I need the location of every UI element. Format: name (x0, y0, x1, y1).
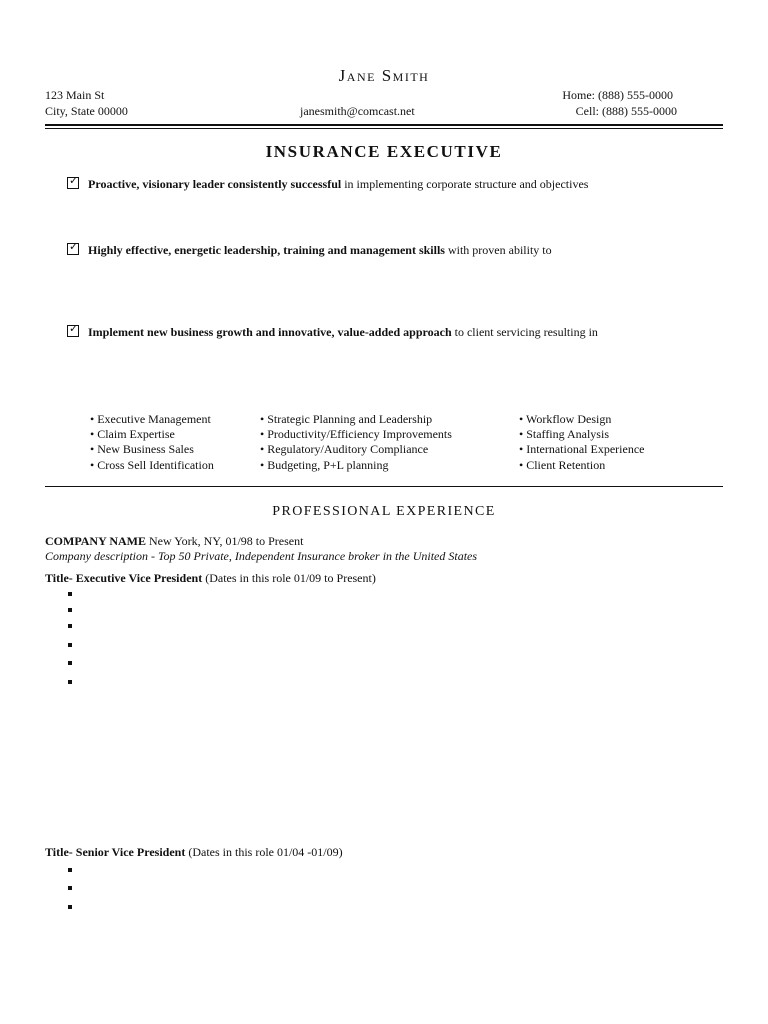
role-title-line (45, 845, 343, 860)
bullet-icon (68, 592, 72, 596)
summary-bold: Proactive, visionary leader consistently successful (88, 177, 342, 191)
role-dates: (Dates in this role 01/04 -01/09) (185, 845, 343, 859)
bullet-icon (68, 680, 72, 684)
bullet-icon (68, 905, 72, 909)
skill-item: • International Experience (519, 442, 645, 456)
skill-item: • New Business Sales (90, 442, 194, 456)
skill-item: • Budgeting, P+L planning (260, 458, 389, 472)
skill-item: • Strategic Planning and Leadership (260, 412, 433, 426)
bullet-icon (68, 886, 72, 890)
skill-item: • Productivity/Efficiency Improvements (260, 427, 452, 441)
home-phone: Home: (888) 555-0000 (562, 88, 673, 102)
bullet-icon (68, 624, 72, 628)
company-name: COMPANY NAME (45, 534, 146, 548)
address-line1: 123 Main St (45, 88, 105, 102)
role-title-line (45, 571, 376, 586)
skill-item: • Cross Sell Identification (90, 458, 214, 472)
header-divider-thick (45, 124, 723, 126)
summary-text: with proven ability to (444, 243, 552, 257)
summary-item (67, 177, 588, 192)
skill-item: • Client Retention (519, 458, 606, 472)
email: janesmith@comcast.net (300, 104, 415, 118)
section-divider (45, 486, 723, 487)
skill-item: • Workflow Design (519, 412, 612, 426)
objective-title: INSURANCE EXECUTIVE (265, 142, 503, 161)
experience-title: PROFESSIONAL EXPERIENCE (272, 504, 496, 519)
summary-bold: Highly effective, energetic leadership, training and management skills (88, 243, 445, 257)
cell-phone: Cell: (888) 555-0000 (575, 104, 677, 118)
summary-text: in implementing corporate structure and objectives (341, 177, 589, 191)
summary-bold: Implement new business growth and innovative, value-added approach (88, 325, 452, 339)
skill-item: • Claim Expertise (90, 427, 175, 441)
bullet-icon (68, 643, 72, 647)
role-dates: (Dates in this role 01/09 to Present) (202, 571, 376, 585)
bullet-icon (68, 868, 72, 872)
skill-item: • Regulatory/Auditory Compliance (260, 442, 429, 456)
summary-item (67, 325, 598, 340)
bullet-icon (68, 661, 72, 665)
checkbox-icon (67, 243, 79, 255)
address-line2: City, State 00000 (45, 104, 128, 118)
company-line (45, 534, 303, 549)
bullet-icon (68, 608, 72, 612)
role-title: Title- Senior Vice President (45, 845, 186, 859)
skill-item: • Staffing Analysis (519, 427, 609, 441)
summary-item (67, 243, 552, 258)
checkbox-icon (67, 325, 79, 337)
checkbox-icon (67, 177, 79, 189)
candidate-name: Jane Smith (338, 66, 430, 85)
role-title: Title- Executive Vice President (45, 571, 203, 585)
summary-text: to client servicing resulting in (451, 325, 598, 339)
header-divider-thin (45, 128, 723, 129)
skill-item: • Executive Management (90, 412, 211, 426)
company-description: Company description - Top 50 Private, Independent Insurance broker in the United States (45, 549, 478, 563)
company-details: New York, NY, 01/98 to Present (145, 534, 304, 548)
